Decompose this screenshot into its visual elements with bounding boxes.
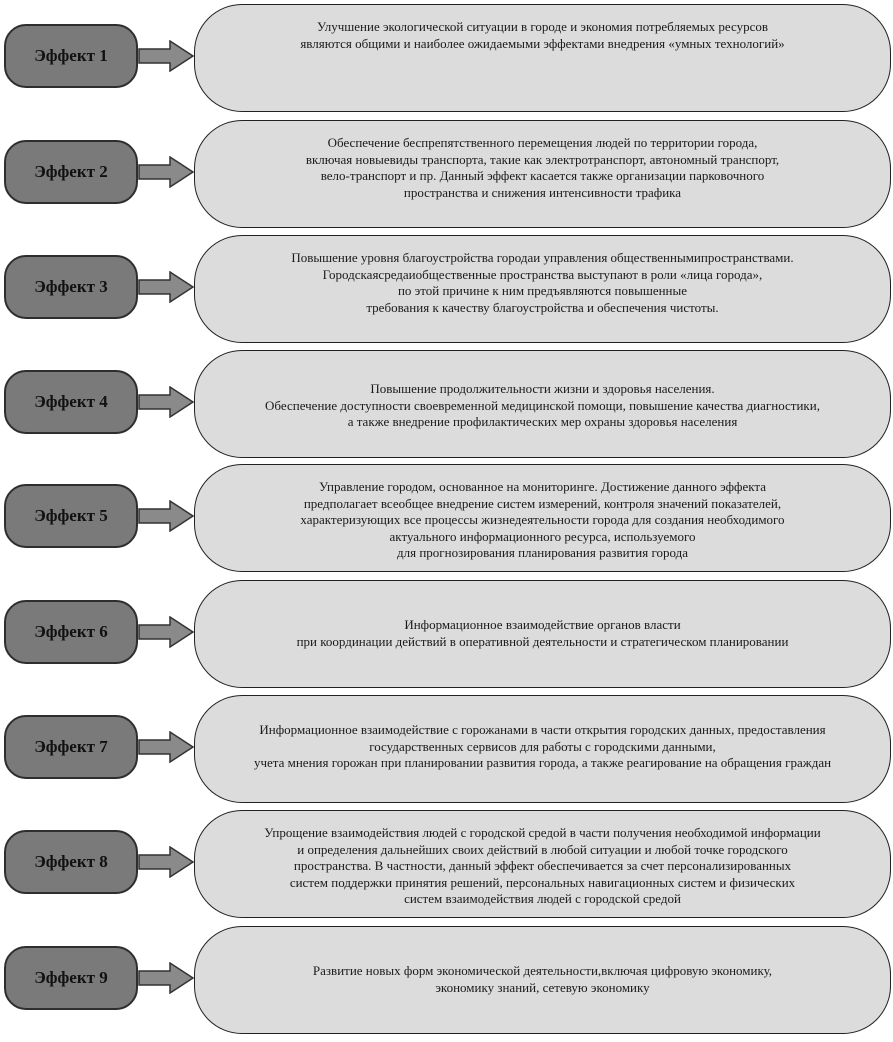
effect-description: Информационное взаимодействие органов власти при координации действий в оперативной деятельности и стратегическом планировании	[296, 617, 789, 649]
effect-description: Обеспечение беспрепятственного перемещения людей по территории города, включая новыевиды транспорта, такие как электротранспорт, автономный транспорт, вело-транспорт и пр. Данный эффект касается также организации парковочного пространства и снижения интенсивности трафика	[305, 135, 780, 200]
effect-label: Эффект 8	[4, 830, 138, 894]
effect-row-1	[0, 2, 893, 114]
effect-description-box	[194, 464, 891, 572]
effect-label: Эффект 6	[4, 600, 138, 664]
effect-row-2	[0, 118, 893, 230]
right-arrow-icon	[138, 271, 194, 303]
effect-label: Эффект 5	[4, 484, 138, 548]
effect-description: Упрощение взаимодействия людей с городской средой в части получения необходимой информации и определения дальнейших своих действий в любой ситуации и любой точке городского пространства. В частности, данный эффект обеспечивается за счет персонализированных систем поддержки принятия решений, персональных навигационных систем и физических систем взаимодействия людей с городской средой	[264, 825, 821, 906]
effect-description-box	[194, 810, 891, 918]
effect-label: Эффект 3	[4, 255, 138, 319]
effect-description: Информационное взаимодействие с горожанами в части открытия городских данных, предоставления государственных сервисов для работы с городскими данными, учета мнения горожан при планировании развития города, а также реагирование на обращения граждан	[253, 722, 832, 770]
effect-description: Управление городом, основанное на мониторинге. Достижение данного эффекта предполагает всеобщее внедрение систем измерений, контроля значений показателей, характеризующих все процессы жизнедеятельности города для создания необходимого актуального информационного ресурса, используемого для прогнозирования планирования развития города	[300, 479, 785, 560]
effect-description-box	[194, 350, 891, 458]
effect-row-4	[0, 348, 893, 460]
effect-row-3	[0, 233, 893, 345]
effect-description: Улучшение экологической ситуации в городе и экономия потребляемых ресурсов являются общими и наиболее ожидаемыми эффектами внедрения «умных технологий»	[300, 19, 785, 51]
effect-description-box	[194, 580, 891, 688]
effect-row-6	[0, 578, 893, 690]
effect-description-box	[194, 695, 891, 803]
right-arrow-icon	[138, 500, 194, 532]
effect-row-5	[0, 462, 893, 574]
right-arrow-icon	[138, 156, 194, 188]
effect-description-box	[194, 4, 891, 112]
effect-description: Развитие новых форм экономической деятельности,включая цифровую экономику, экономику знаний, сетевую экономику	[312, 963, 773, 995]
effect-label: Эффект 7	[4, 715, 138, 779]
right-arrow-icon	[138, 40, 194, 72]
effect-description-box	[194, 926, 891, 1034]
effect-row-8	[0, 808, 893, 920]
effect-description: Повышение уровня благоустройства городаи управления общественнымипространствами. Городскаясредаиобщественные пространства выступают в роли «лица города», по этой причине к ним предъявляются повышенные требования к качеству благоустройства и обеспечения чистоты.	[291, 250, 794, 315]
effect-label: Эффект 9	[4, 946, 138, 1010]
effect-row-9	[0, 924, 893, 1036]
right-arrow-icon	[138, 386, 194, 418]
effect-description-box	[194, 235, 891, 343]
effect-description: Повышение продолжительности жизни и здоровья населения. Обеспечение доступности своевременной медицинской помощи, повышение качества диагностики, а также внедрение профилактических мер охраны здоровья населения	[265, 381, 820, 429]
right-arrow-icon	[138, 731, 194, 763]
effect-label: Эффект 2	[4, 140, 138, 204]
right-arrow-icon	[138, 616, 194, 648]
effect-label: Эффект 1	[4, 24, 138, 88]
right-arrow-icon	[138, 962, 194, 994]
effect-description-box	[194, 120, 891, 228]
right-arrow-icon	[138, 846, 194, 878]
effect-row-7	[0, 693, 893, 805]
effect-label: Эффект 4	[4, 370, 138, 434]
